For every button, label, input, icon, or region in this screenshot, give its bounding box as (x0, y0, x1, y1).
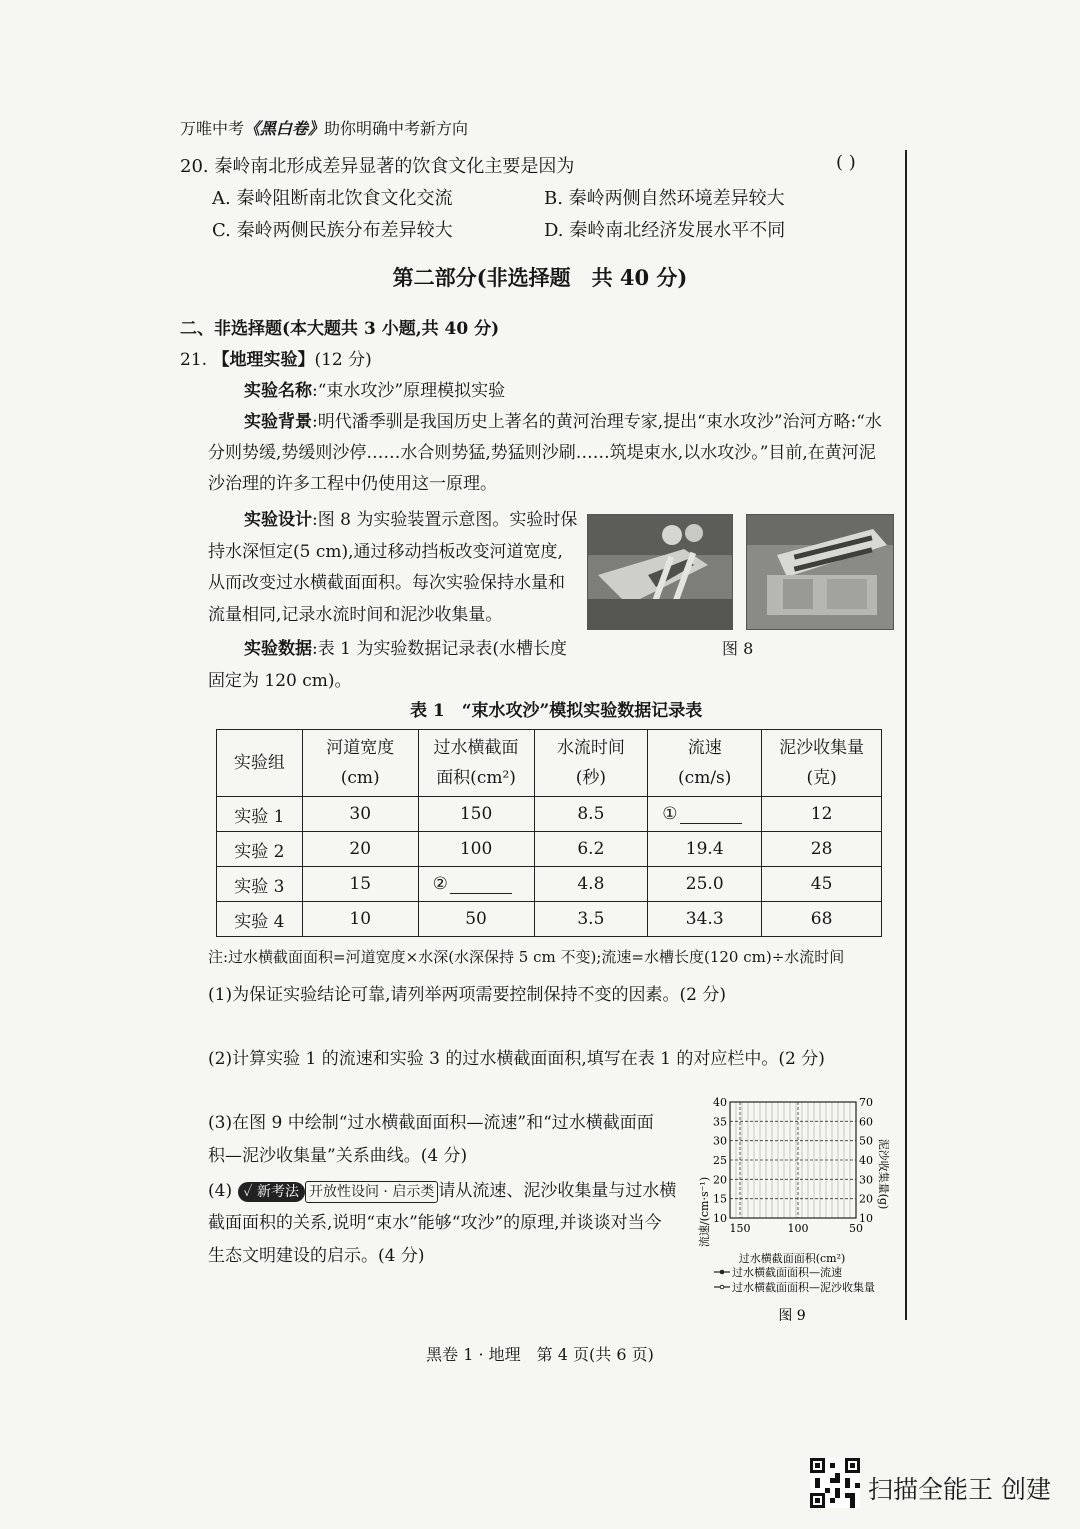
header-prefix: 万唯中考 (180, 119, 245, 138)
experiment-name (244, 376, 505, 401)
q21-heading (180, 345, 372, 370)
background-line-3: 沙治理的许多工程中仍使用这一原理。 (208, 474, 497, 494)
figure9-chart (690, 1090, 904, 1326)
header-velocity-text: 流速 (687, 738, 722, 758)
table-cell: 15 (302, 867, 418, 902)
header-velocity-unit: (cm/s) (678, 768, 732, 788)
table-cell: 20 (302, 832, 418, 867)
table-cell: 50 (418, 902, 534, 937)
y-tick-label: 40 (713, 1096, 727, 1109)
legend-label: 过水横截面面积—泥沙收集量 (732, 1281, 875, 1294)
sub-question-4-line-2: 截面面积的关系,说明“束水”能够“攻沙”的原理,并谈谈对当今 (208, 1213, 662, 1233)
header-sediment-unit: (克) (806, 768, 837, 788)
figure8-photo-right (746, 514, 894, 630)
x-tick-label: 50 (849, 1222, 863, 1235)
table-row (217, 797, 882, 832)
header-time (534, 730, 648, 797)
table-cell: 实验 1 (217, 797, 303, 832)
page-header (180, 116, 468, 139)
header-area-text: 过水横截面 (433, 738, 519, 758)
y2-tick-label: 30 (859, 1173, 873, 1187)
watermark-text: 扫描全能王 创建 (868, 1475, 1051, 1504)
y-tick-label: 25 (713, 1154, 727, 1167)
data-line-2: 固定为 120 cm)。 (208, 671, 352, 691)
sub-question-4-number: (4) (208, 1181, 233, 1201)
experiment-name-label: 实验名称 (244, 381, 312, 401)
q20-option-a: A. 秦岭阻断南北饮食文化交流 (212, 188, 453, 209)
design-line-3: 从而改变过水横截面面积。每次实验保持水量和 (208, 573, 565, 593)
header-width (302, 730, 418, 797)
answer-blank-1[interactable] (648, 797, 762, 832)
y-tick-label: 15 (713, 1192, 727, 1206)
header-group (217, 730, 303, 797)
legend-marker (720, 1270, 724, 1274)
q20-answer-paren: ( ) (836, 152, 856, 173)
header-velocity (648, 730, 762, 797)
answer-blank-2[interactable] (418, 867, 534, 902)
blank-line (450, 875, 512, 894)
table-cell: 12 (762, 797, 882, 832)
background-line-1 (244, 407, 882, 432)
table-cell: 30 (302, 797, 418, 832)
design-line-2: 持水深恒定(5 cm),通过移动挡板改变河道宽度, (208, 542, 563, 562)
part2-title: 第二部分(非选择题 共 40 分) (392, 265, 688, 290)
table-note: 注:过水横截面面积=河道宽度×水深(水深保持 5 cm 不变);流速=水槽长度(120 cm)÷水流时间 (208, 948, 845, 966)
figure8-caption: 图 8 (722, 639, 754, 658)
y-tick-label: 35 (713, 1115, 727, 1129)
y-tick-label: 10 (713, 1212, 727, 1225)
y2-tick-label: 60 (859, 1115, 873, 1129)
header-sediment-text: 泥沙收集量 (779, 738, 865, 758)
design-line-1 (244, 505, 577, 530)
margin-line (905, 150, 907, 1320)
header-width-unit: (cm) (340, 768, 380, 788)
table-cell: 实验 3 (217, 867, 303, 902)
header-sediment (762, 730, 882, 797)
new-method-tag: ✓ 新考法 (238, 1182, 305, 1202)
q21-points: (12 分) (314, 350, 372, 370)
new-method-tag-text: 新考法 (256, 1184, 299, 1200)
q21-label: 【地理实验】 (212, 350, 315, 370)
figure9-caption: 图 9 (778, 1308, 806, 1324)
table1-caption: 表 1 “束水攻沙”模拟实验数据记录表 (410, 701, 703, 721)
header-area (418, 730, 534, 797)
x-tick-label: 150 (729, 1222, 751, 1235)
header-time-unit: (秒) (575, 768, 607, 788)
header-time-text: 水流时间 (556, 738, 625, 758)
design-label: 实验设计 (244, 510, 312, 530)
experiment-name-text: :“束水攻沙”原理模拟实验 (312, 381, 506, 401)
y2-tick-label: 40 (859, 1154, 873, 1167)
table-cell: 8.5 (534, 797, 648, 832)
header-brand: 《黑白卷》 (244, 119, 325, 138)
table-cell: 6.2 (534, 832, 648, 867)
header-suffix: 助你明确中考新方向 (324, 119, 469, 138)
header-group-text: 实验组 (233, 753, 285, 773)
page-footer: 黑卷 1 · 地理 第 4 页(共 6 页) (426, 1345, 654, 1364)
y2-tick-label: 70 (859, 1096, 873, 1109)
table-cell: 28 (762, 832, 882, 867)
q20-option-b: B. 秦岭两侧自然环境差异较大 (544, 188, 785, 209)
table-cell: 实验 2 (217, 832, 303, 867)
x-tick-label: 100 (787, 1222, 809, 1235)
data-label: 实验数据 (244, 639, 312, 659)
y2-tick-label: 10 (859, 1212, 873, 1225)
section2-heading: 二、非选择题(本大题共 3 小题,共 40 分) (180, 319, 500, 339)
q20-option-c: C. 秦岭两侧民族分布差异较大 (212, 220, 453, 241)
table-cell: 25.0 (648, 867, 762, 902)
header-area-unit: 面积(cm²) (436, 768, 516, 788)
table-cell: 150 (418, 797, 534, 832)
data-line-1 (244, 634, 567, 659)
legend-marker (720, 1285, 724, 1289)
table-cell: 4.8 (534, 867, 648, 902)
table-row (217, 832, 882, 867)
background-label: 实验背景 (244, 412, 312, 432)
table-cell: 68 (762, 902, 882, 937)
sub-question-1: (1)为保证实验结论可靠,请列举两项需要控制保持不变的因素。(2 分) (208, 985, 726, 1005)
table-cell: 19.4 (648, 832, 762, 867)
chart-x-label: 过水横截面面积(cm²) (738, 1252, 846, 1265)
table-row (217, 902, 882, 937)
experiment-data-table (216, 729, 882, 937)
design-line-4: 流量相同,记录水流时间和泥沙收集量。 (208, 605, 503, 625)
chart-legend (714, 1265, 875, 1294)
table-row (217, 867, 882, 902)
y-tick-label: 30 (713, 1134, 727, 1148)
table-cell: 实验 4 (217, 902, 303, 937)
chart-y2-label: 泥沙收集量(g) (877, 1138, 890, 1210)
chart-y-label: 流速/(cm·s⁻¹) (698, 1176, 711, 1248)
table-cell: 10 (302, 902, 418, 937)
table-header-row (217, 730, 882, 797)
q20-option-d: D. 秦岭南北经济发展水平不同 (544, 220, 786, 241)
background-text-1: :明代潘季驯是我国历史上著名的黄河治理专家,提出“束水攻沙”治河方略:“水 (312, 412, 882, 432)
data-text-1: :表 1 为实验数据记录表(水槽长度 (312, 639, 567, 659)
legend-label: 过水横截面面积—流速 (732, 1266, 842, 1279)
y2-tick-label: 50 (859, 1134, 873, 1148)
sub-question-3-line-1: (3)在图 9 中绘制“过水横截面面积—流速”和“过水横截面面 (208, 1113, 654, 1133)
sub-question-4-line-1 (208, 1176, 676, 1203)
table-cell: 100 (418, 832, 534, 867)
sub-question-3-line-2: 积—泥沙收集量”关系曲线。(4 分) (208, 1146, 468, 1166)
table-cell: 45 (762, 867, 882, 902)
table-cell: 3.5 (534, 902, 648, 937)
table-cell: 34.3 (648, 902, 762, 937)
background-line-2: 分则势缓,势缓则沙停……水合则势猛,势猛则沙刷……筑堤束水,以水攻沙。”目前,在黄河泥 (208, 443, 876, 463)
sub-question-2: (2)计算实验 1 的流速和实验 3 的过水横截面面积,填写在表 1 的对应栏中。(2 分) (208, 1049, 825, 1069)
sub-question-4-text-1: 请从流速、泥沙收集量与过水横 (438, 1181, 677, 1201)
header-width-text: 河道宽度 (326, 738, 395, 758)
y2-tick-label: 20 (859, 1192, 873, 1206)
open-question-tag: 开放性设问 · 启示类 (305, 1181, 438, 1203)
y-tick-label: 20 (713, 1173, 727, 1187)
blank-marker: ② (432, 874, 448, 894)
q21-number: 21. (180, 350, 208, 370)
blank-marker: ① (662, 804, 678, 824)
design-text-1: :图 8 为实验装置示意图。实验时保 (312, 510, 578, 530)
qr-code-icon (810, 1458, 860, 1508)
figure8-photo-left (587, 514, 733, 630)
sub-question-4-line-3: 生态文明建设的启示。(4 分) (208, 1246, 425, 1266)
q20-stem: 20. 秦岭南北形成差异显著的饮食文化主要是因为 (180, 156, 575, 177)
blank-line (680, 805, 742, 824)
